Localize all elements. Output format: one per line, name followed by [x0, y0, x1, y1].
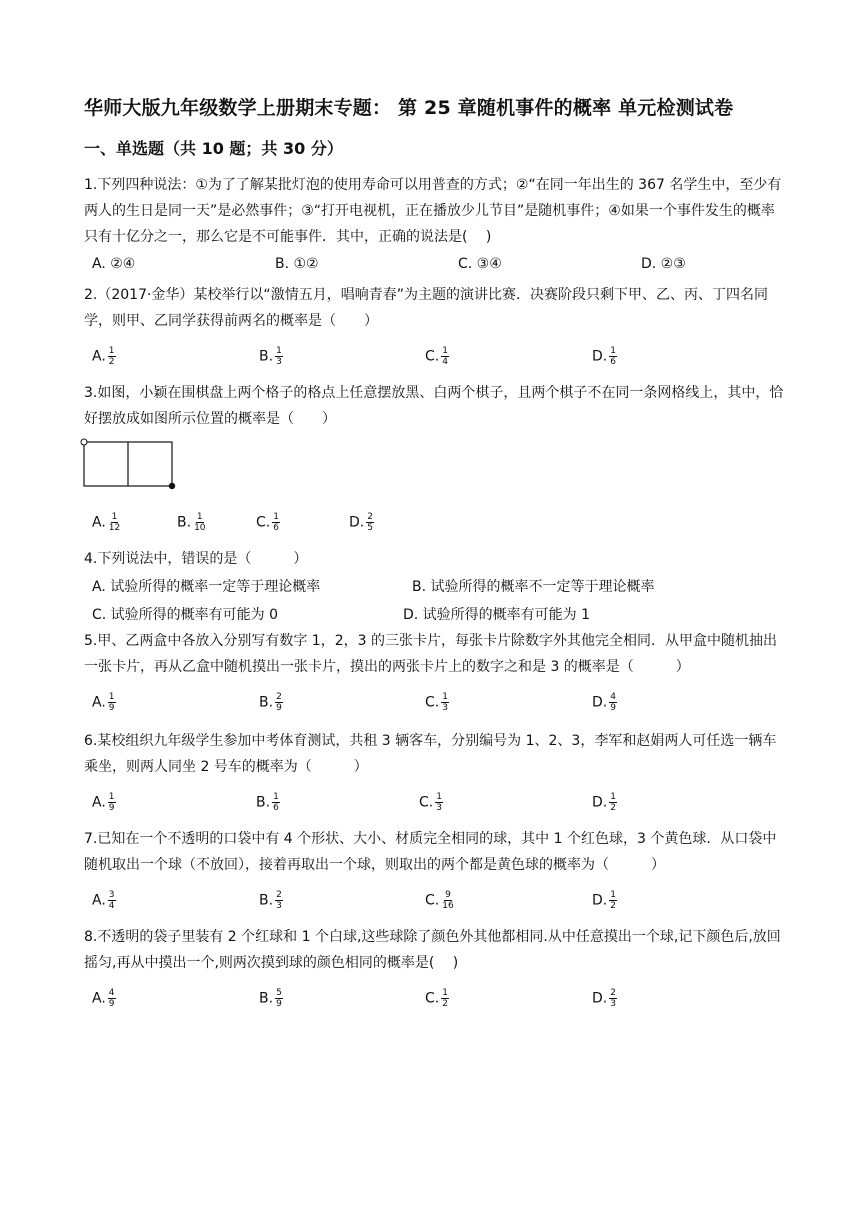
option-label: A. — [92, 990, 106, 1007]
numerator: 1 — [442, 346, 448, 356]
option-label: C. — [425, 892, 440, 909]
go-board-diagram — [80, 438, 180, 494]
option-b[interactable] — [177, 512, 207, 533]
fraction — [441, 890, 454, 911]
denominator: 2 — [610, 901, 616, 911]
question-8-options — [0, 988, 860, 1012]
denominator: 9 — [108, 703, 115, 713]
denominator: 9 — [108, 803, 115, 813]
option-label: D. — [592, 694, 608, 711]
numerator: 2 — [610, 988, 616, 998]
denominator: 4 — [108, 901, 115, 911]
option-b[interactable] — [259, 988, 283, 1009]
option-b[interactable] — [259, 346, 283, 367]
option-c[interactable] — [425, 346, 449, 367]
option-label: D. — [592, 794, 608, 811]
numerator: 4 — [108, 988, 115, 998]
question-4-options-row2 — [0, 604, 860, 628]
fraction — [441, 346, 449, 367]
fraction — [272, 792, 280, 813]
fraction — [108, 988, 116, 1009]
option-label: B. — [259, 694, 274, 711]
fraction — [108, 890, 116, 911]
option-label: C. — [256, 514, 271, 531]
fraction — [441, 692, 449, 713]
numerator: 1 — [442, 988, 448, 998]
option-b[interactable] — [256, 792, 280, 813]
option-label: C. — [419, 794, 434, 811]
option-label: B. — [259, 990, 274, 1007]
fraction — [609, 890, 617, 911]
page-title: 华师大版九年级数学上册期末专题： 第 25 章随机事件的概率 单元检测试卷 — [84, 97, 734, 119]
fraction — [441, 988, 449, 1009]
numerator: 1 — [610, 890, 616, 900]
denominator: 2 — [442, 999, 448, 1009]
option-label: C. — [425, 990, 440, 1007]
option-a[interactable] — [92, 890, 116, 911]
denominator: 12 — [108, 523, 121, 533]
option-c[interactable]: C. 试验所得的概率有可能为 0 — [92, 607, 279, 623]
fraction — [275, 988, 283, 1009]
fraction — [108, 346, 116, 367]
option-label: D. — [349, 514, 365, 531]
numerator: 1 — [442, 692, 448, 702]
denominator: 16 — [442, 901, 454, 911]
question-6: 6.某校组织九年级学生参加中考体育测试，共租 3 辆客车，分别编号为 1、2、3，李军和赵娟两人可任选一辆车乘坐，则两人同坐 2 号车的概率为（ ） — [84, 733, 777, 775]
question-2-options — [0, 346, 860, 370]
fraction — [609, 692, 617, 713]
denominator: 6 — [610, 357, 616, 367]
numerator: 1 — [610, 346, 616, 356]
option-a[interactable] — [92, 692, 116, 713]
numerator: 2 — [276, 692, 282, 702]
option-d[interactable] — [592, 988, 617, 1009]
option-d[interactable]: D. 试验所得的概率有可能为 1 — [403, 607, 591, 623]
numerator: 2 — [367, 512, 373, 522]
option-b[interactable]: B. 试验所得的概率不一定等于理论概率 — [412, 579, 655, 595]
fraction — [108, 512, 121, 533]
option-label: A. — [92, 694, 106, 711]
denominator: 9 — [610, 703, 616, 713]
question-5-options — [0, 692, 860, 716]
fraction — [366, 512, 374, 533]
denominator: 3 — [276, 357, 282, 367]
fraction — [275, 692, 283, 713]
option-label: C. — [425, 694, 440, 711]
numerator: 1 — [436, 792, 442, 802]
option-d[interactable] — [592, 890, 617, 911]
option-c[interactable] — [425, 988, 449, 1009]
option-d[interactable] — [592, 792, 617, 813]
option-label: A. — [92, 514, 106, 531]
numerator: 1 — [108, 692, 115, 702]
option-label: D. — [592, 892, 608, 909]
numerator: 1 — [610, 792, 616, 802]
option-label: B. — [256, 794, 271, 811]
denominator: 10 — [194, 523, 206, 533]
fraction — [108, 792, 116, 813]
option-a[interactable] — [92, 988, 116, 1009]
denominator: 6 — [273, 803, 279, 813]
section-heading: 一、单选题（共 10 题；共 30 分） — [84, 139, 343, 158]
denominator: 3 — [276, 901, 282, 911]
option-label: B. — [177, 514, 192, 531]
option-c[interactable] — [419, 792, 443, 813]
option-d[interactable] — [592, 346, 617, 367]
question-8: 8.不透明的袋子里装有 2 个红球和 1 个白球,这些球除了颜色外其他都相同.从中任意摸出一个球,记下颜色后,放回摇匀,再从中摸出一个,则两次摸到球的颜色相同的概率是( ) — [84, 929, 781, 971]
option-a[interactable] — [92, 346, 116, 367]
numerator: 1 — [111, 512, 118, 522]
denominator: 5 — [367, 523, 373, 533]
question-3-options — [0, 512, 860, 536]
option-d[interactable]: D. ②③ — [641, 256, 686, 272]
black-stone — [169, 483, 175, 489]
option-c[interactable] — [425, 890, 455, 911]
question-3: 3.如图，小颖在围棋盘上两个格子的格点上任意摆放黑、白两个棋子，且两个棋子不在同一条网格线上，其中，恰好摆放成如图所示位置的概率是（ ） — [84, 385, 784, 427]
denominator: 9 — [108, 999, 115, 1009]
option-c[interactable] — [425, 692, 449, 713]
numerator: 1 — [273, 512, 279, 522]
option-a[interactable]: A. ②④ — [92, 256, 136, 272]
numerator: 1 — [196, 512, 203, 522]
option-label: A. — [92, 794, 106, 811]
option-label: C. — [425, 348, 440, 365]
option-label: B. — [259, 892, 274, 909]
numerator: 1 — [108, 346, 115, 356]
numerator: 9 — [445, 890, 451, 900]
question-1-options — [0, 256, 860, 280]
fraction — [275, 346, 283, 367]
option-label: D. — [592, 990, 608, 1007]
numerator: 2 — [276, 890, 282, 900]
option-c[interactable]: C. ③④ — [458, 256, 502, 272]
denominator: 3 — [442, 703, 448, 713]
question-7-options — [0, 890, 860, 914]
option-b[interactable] — [259, 890, 283, 911]
numerator: 1 — [273, 792, 279, 802]
option-a[interactable] — [92, 792, 116, 813]
option-label: A. — [92, 892, 106, 909]
option-label: B. — [259, 348, 274, 365]
numerator: 1 — [108, 792, 115, 802]
fraction — [609, 988, 617, 1009]
option-c[interactable] — [256, 512, 280, 533]
option-label: A. — [92, 348, 106, 365]
denominator: 9 — [276, 703, 282, 713]
numerator: 3 — [108, 890, 115, 900]
numerator: 4 — [610, 692, 616, 702]
fraction — [193, 512, 206, 533]
white-stone — [81, 439, 87, 445]
question-2: 2.（2017·金华）某校举行以“激情五月，唱响青春”为主题的演讲比赛．决赛阶段只剩下甲、乙、丙、丁四名同学，则甲、乙同学获得前两名的概率是（ ） — [84, 287, 768, 329]
fraction — [108, 692, 116, 713]
denominator: 2 — [610, 803, 616, 813]
option-b[interactable] — [259, 692, 283, 713]
option-d[interactable] — [592, 692, 617, 713]
option-d[interactable] — [349, 512, 374, 533]
denominator: 2 — [108, 357, 115, 367]
question-4-options-row1 — [0, 576, 860, 600]
question-5: 5.甲、乙两盒中各放入分别写有数字 1，2，3 的三张卡片，每张卡片除数字外其他完全相同．从甲盒中随机抽出一张卡片，再从乙盒中随机摸出一张卡片，摸出的两张卡片上的数字之和是 3 的概率是（ ） — [84, 633, 777, 675]
fraction — [275, 890, 283, 911]
fraction — [272, 512, 280, 533]
option-a[interactable] — [92, 512, 121, 533]
denominator: 4 — [442, 357, 448, 367]
question-6-options — [0, 792, 860, 816]
option-a[interactable]: A. 试验所得的概率一定等于理论概率 — [92, 579, 321, 595]
numerator: 1 — [276, 346, 282, 356]
denominator: 9 — [276, 999, 282, 1009]
fraction — [609, 792, 617, 813]
question-4: 4.下列说法中，错误的是（ ） — [84, 551, 308, 567]
denominator: 6 — [273, 523, 279, 533]
fraction — [435, 792, 443, 813]
question-7: 7.已知在一个不透明的口袋中有 4 个形状、大小、材质完全相同的球，其中 1 个红色球，3 个黄色球．从口袋中随机取出一个球（不放回），接着再取出一个球，则取出的两个都是黄色球的概率为（ ） — [84, 831, 777, 873]
option-b[interactable]: B. ①② — [275, 256, 319, 272]
denominator: 3 — [610, 999, 616, 1009]
question-1: 1.下列四种说法：①为了了解某批灯泡的使用寿命可以用普查的方式；②“在同一年出生的 367 名学生中，至少有两人的生日是同一天”是必然事件；③“打开电视机，正在播放少儿节目”是随机事件；④如果一个事件发生的概率只有十亿分之一，那么它是不可能事件．其中，正确的说法是( ) — [84, 177, 782, 245]
numerator: 5 — [276, 988, 282, 998]
fraction — [609, 346, 617, 367]
option-label: D. — [592, 348, 608, 365]
denominator: 3 — [436, 803, 442, 813]
